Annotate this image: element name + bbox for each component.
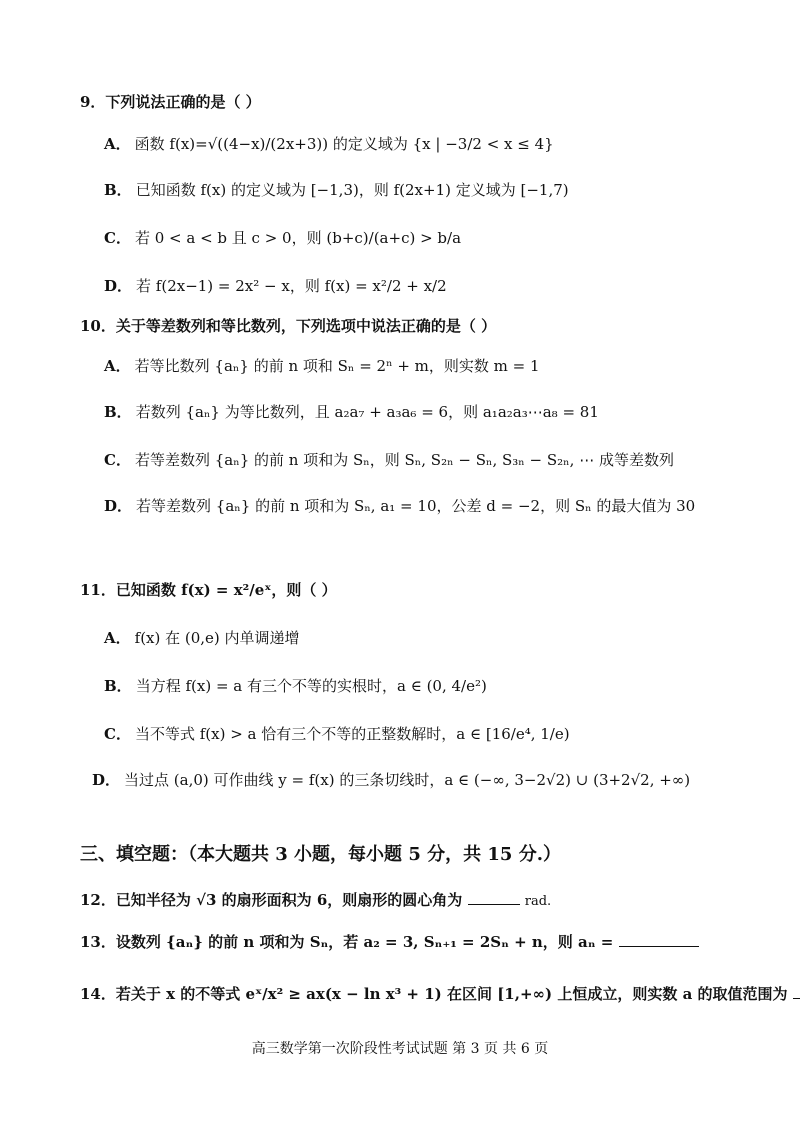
question-10-option-a <box>104 356 540 376</box>
question-10-option-d <box>104 496 695 516</box>
option-text: 已知函数 f(x) 的定义域为 [−1,3)，则 f(2x+1) 定义域为 [−1,7) <box>135 181 569 199</box>
option-text: 若等比数列 {aₙ} 的前 n 项和 Sₙ = 2ⁿ + m，则实数 m = 1 <box>134 357 540 375</box>
option-label: A． <box>104 629 131 647</box>
page-footer: 高三数学第一次阶段性考试试题 第 3 页 共 6 页 <box>251 1041 549 1057</box>
answer-blank[interactable] <box>793 982 800 999</box>
question-9-stem: 9．下列说法正确的是（ ） <box>80 93 261 111</box>
question-9-option-d <box>104 276 447 296</box>
question-9-option-c <box>104 228 461 248</box>
unit-label: rad. <box>524 894 552 909</box>
question-11-option-b <box>104 676 487 696</box>
question-11-option-d <box>92 770 690 790</box>
question-text: 14．若关于 x 的不等式 eˣ/x² ≥ ax(x − ln x³ + 1) 在区间 [1,+∞) 上恒成立，则实数 a 的取值范围为 <box>80 985 788 1003</box>
question-13 <box>80 930 699 952</box>
option-text: 当过点 (a,0) 可作曲线 y = f(x) 的三条切线时，a ∈ (−∞, 3−2√2) ∪ (3+2√2, +∞) <box>124 771 691 789</box>
option-text: 当不等式 f(x) > a 恰有三个不等的正整数解时，a ∈ [16/e⁴, 1/e) <box>134 725 570 743</box>
question-14 <box>80 982 800 1004</box>
option-label: B． <box>104 181 132 199</box>
option-label: C． <box>104 451 131 469</box>
section-title-fill-in: 三、填空题：（本大题共 3 小题，每小题 5 分，共 15 分.） <box>80 844 561 865</box>
question-11-option-a <box>104 628 300 648</box>
question-text: 12．已知半径为 √3 的扇形面积为 6，则扇形的圆心角为 <box>80 891 463 909</box>
answer-blank[interactable] <box>619 930 699 947</box>
option-text: f(x) 在 (0,e) 内单调递增 <box>134 629 300 647</box>
answer-blank[interactable] <box>468 888 520 905</box>
option-text: 若 0 < a < b 且 c > 0，则 (b+c)/(a+c) > b/a <box>134 229 462 247</box>
question-9-option-a <box>104 134 554 154</box>
question-10-option-b <box>104 402 599 422</box>
question-text: 13．设数列 {aₙ} 的前 n 项和为 Sₙ，若 a₂ = 3, Sₙ₊₁ = 2Sₙ + n，则 aₙ = <box>80 933 614 951</box>
option-label: D． <box>104 497 133 515</box>
option-label: C． <box>104 725 131 743</box>
option-text: 若 f(2x−1) = 2x² − x，则 f(x) = x²/2 + x/2 <box>136 277 447 295</box>
question-10-stem: 10．关于等差数列和等比数列，下列选项中说法正确的是（ ） <box>80 317 497 335</box>
option-text: 若数列 {aₙ} 为等比数列，且 a₂a₇ + a₃a₆ = 6，则 a₁a₂a₃⋯a₈ = 81 <box>135 403 599 421</box>
option-text: 若等差数列 {aₙ} 的前 n 项和为 Sₙ，则 Sₙ, S₂ₙ − Sₙ, S₃ₙ − S₂ₙ, ⋯ 成等差数列 <box>134 451 674 469</box>
option-text: 若等差数列 {aₙ} 的前 n 项和为 Sₙ, a₁ = 10，公差 d = −2，则 Sₙ 的最大值为 30 <box>136 497 696 515</box>
question-11-stem: 11．已知函数 f(x) = x²/eˣ，则（ ） <box>80 581 337 599</box>
question-12 <box>80 888 551 912</box>
option-text: 函数 f(x)=√((4−x)/(2x+3)) 的定义域为 {x | −3/2 < x ≤ 4} <box>134 135 554 153</box>
question-9-option-b <box>104 180 569 200</box>
option-label: D． <box>92 771 121 789</box>
question-10-option-c <box>104 450 674 470</box>
option-text: 当方程 f(x) = a 有三个不等的实根时，a ∈ (0, 4/e²) <box>135 677 487 695</box>
option-label: B． <box>104 403 132 421</box>
option-label: B． <box>104 677 132 695</box>
option-label: C． <box>104 229 131 247</box>
option-label: A． <box>104 357 131 375</box>
option-label: D． <box>104 277 133 295</box>
option-label: A． <box>104 135 131 153</box>
question-11-option-c <box>104 724 570 744</box>
